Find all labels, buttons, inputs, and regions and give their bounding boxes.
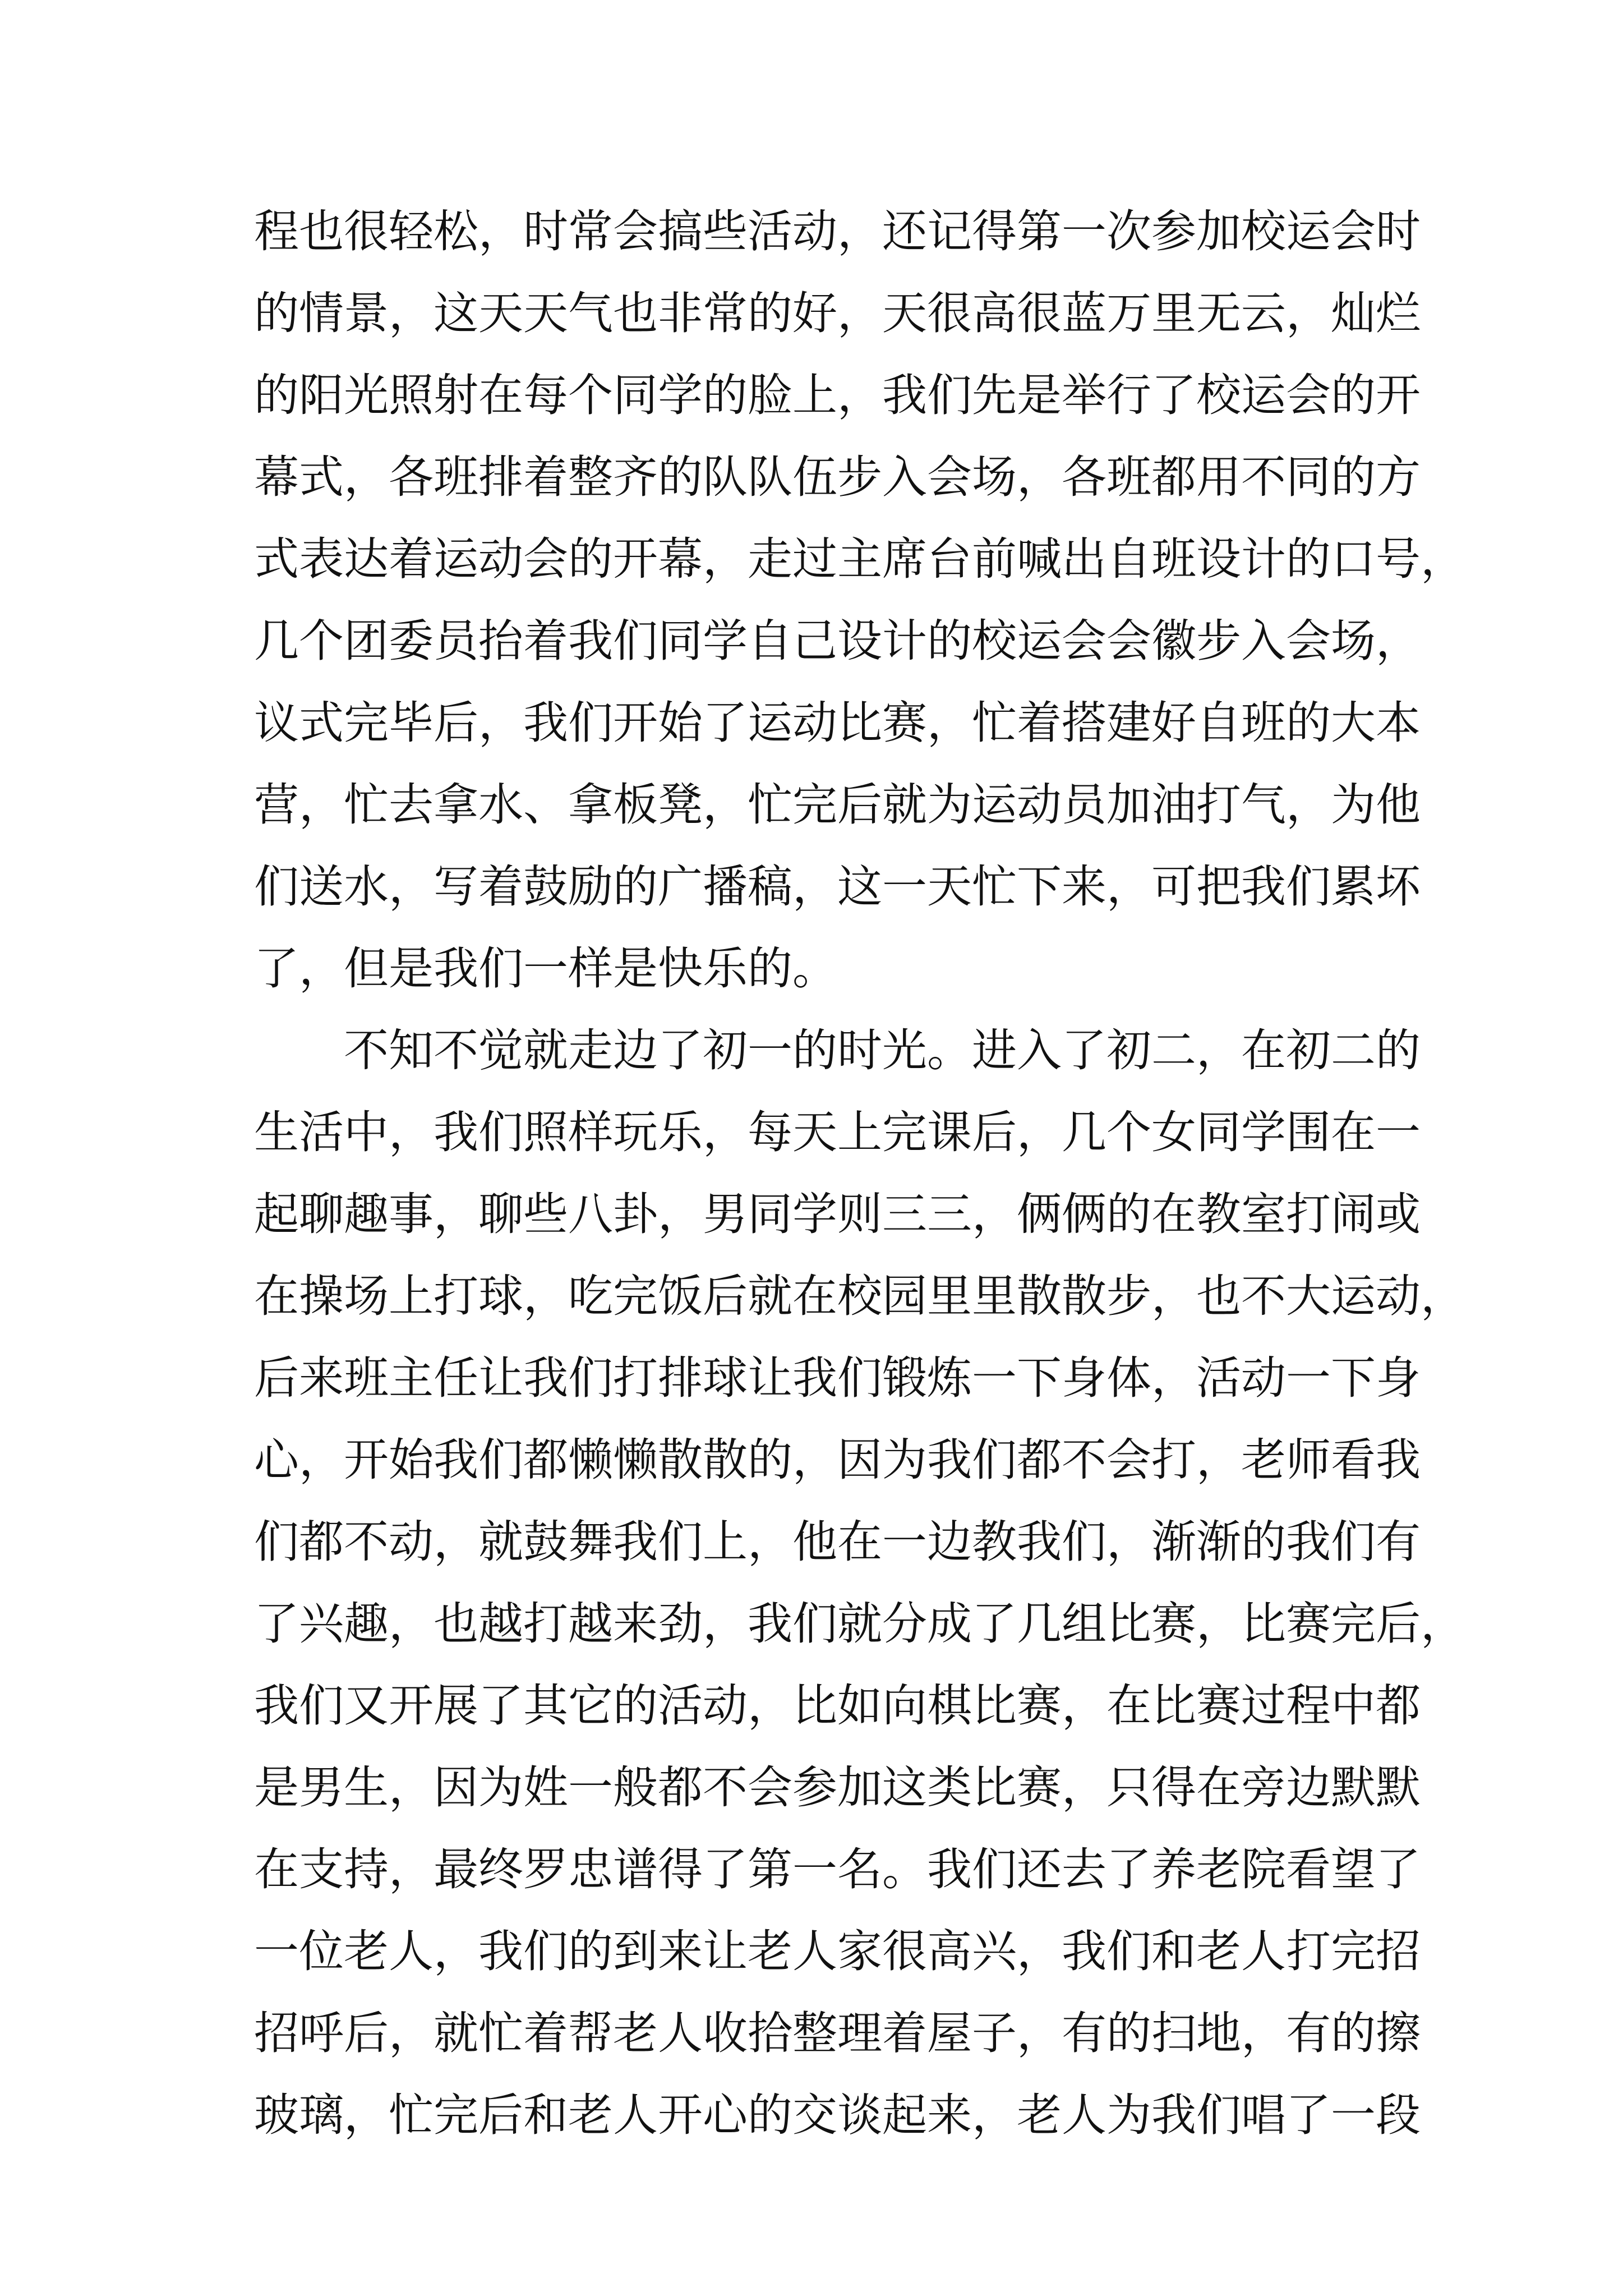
text-line: 起聊趣事，聊些八卦，男同学则三三，俩俩的在教室打闹或	[254, 1188, 1421, 1240]
text-line: 的阳光照射在每个同学的脸上，我们先是举行了校运会的开	[254, 369, 1421, 421]
text-line: 在操场上打球，吃完饭后就在校园里里散散步，也不大运动，	[254, 1270, 1465, 1322]
text-line: 们都不动，就鼓舞我们上，他在一边教我们，渐渐的我们有	[254, 1516, 1421, 1568]
document-body	[254, 191, 1465, 2156]
text-line: 招呼后，就忙着帮老人收拾整理着屋子，有的扫地，有的擦	[254, 2007, 1421, 2059]
text-line: 的情景，这天天气也非常的好，天很高很蓝万里无云，灿烂	[254, 287, 1421, 339]
text-line: 了兴趣，也越打越来劲，我们就分成了几组比赛，比赛完后，	[254, 1598, 1465, 1650]
text-line: 在支持，最终罗忠谱得了第一名。我们还去了养老院看望了	[254, 1843, 1421, 1895]
text-line: 了，但是我们一样是快乐的。	[254, 942, 837, 995]
text-line: 是男生，因为姓一般都不会参加这类比赛，只得在旁边默默	[254, 1761, 1421, 1814]
text-line: 幕式，各班排着整齐的队队伍步入会场，各班都用不同的方	[254, 451, 1421, 503]
text-line: 几个团委员抬着我们同学自己设计的校运会会徽步入会场，	[254, 615, 1421, 667]
text-line: 营，忙去拿水、拿板凳，忙完后就为运动员加油打气，为他	[254, 779, 1421, 831]
text-line: 生活中，我们照样玩乐，每天上完课后，几个女同学围在一	[254, 1106, 1421, 1158]
text-line: 议式完毕后，我们开始了运动比赛，忙着搭建好自班的大本	[254, 697, 1421, 749]
text-line: 们送水，写着鼓励的广播稿，这一天忙下来，可把我们累坏	[254, 861, 1421, 913]
text-line: 玻璃，忙完后和老人开心的交谈起来，老人为我们唱了一段	[254, 2089, 1421, 2141]
text-line: 一位老人，我们的到来让老人家很高兴，我们和老人打完招	[254, 1925, 1421, 1977]
text-line: 式表达着运动会的开幕，走过主席台前喊出自班设计的口号，	[254, 533, 1465, 585]
text-line: 我们又开展了其它的活动，比如向棋比赛，在比赛过程中都	[254, 1680, 1421, 1732]
text-line: 心，开始我们都懒懒散散的，因为我们都不会打，老师看我	[254, 1434, 1421, 1486]
paragraph-start-line: 不知不觉就走边了初一的时光。进入了初二，在初二的	[344, 1024, 1421, 1076]
text-line: 后来班主任让我们打排球让我们锻炼一下身体，活动一下身	[254, 1352, 1421, 1404]
text-line: 程也很轻松，时常会搞些活动，还记得第一次参加校运会时	[254, 205, 1421, 257]
